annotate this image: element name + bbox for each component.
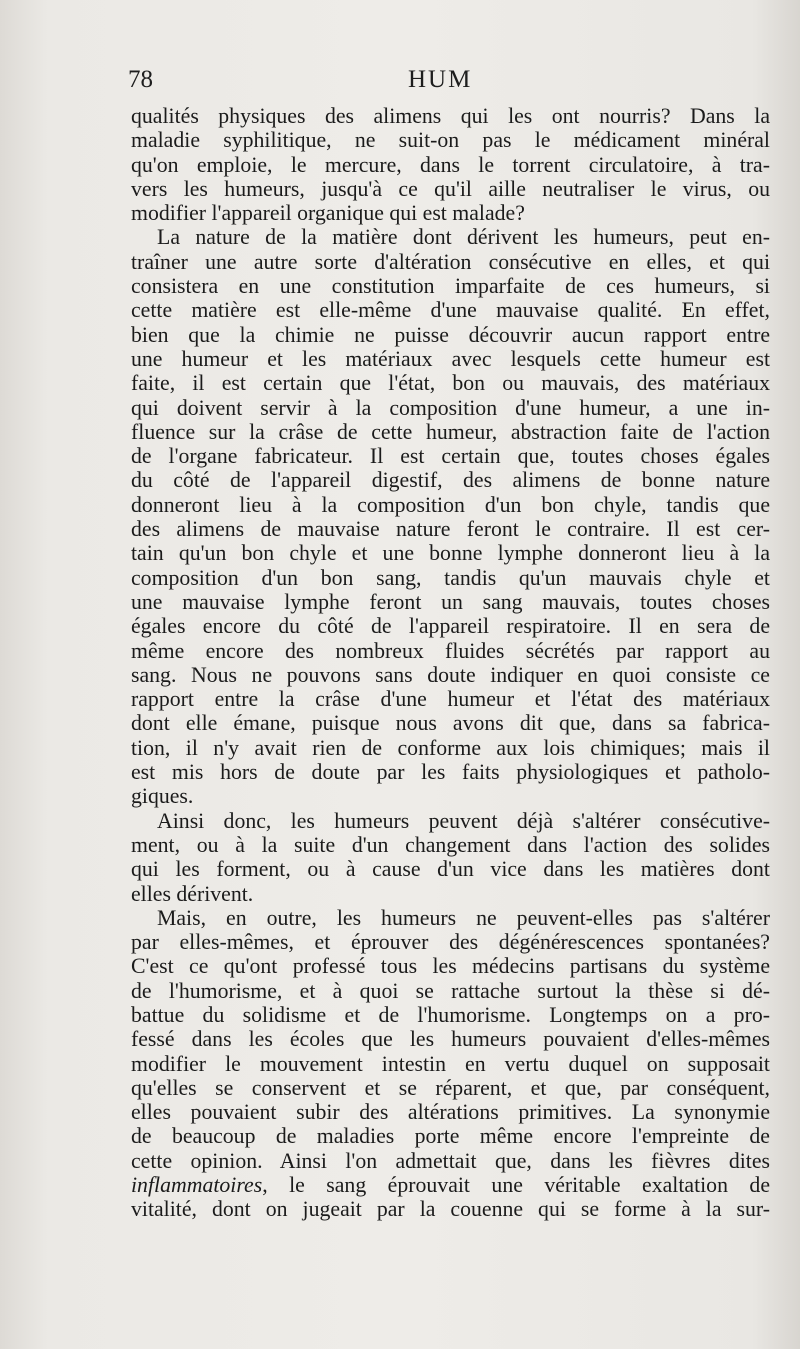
text-fragment: , le sang éprouvait une véritable exaltation de <box>262 1173 770 1198</box>
text-line: du côté de l'appareil digestif, des alimens de bonne nature <box>131 468 770 493</box>
italic-term: inflammatoires <box>131 1173 263 1198</box>
paragraph-start-line: La nature de la matière dont dérivent les humeurs, peut en- <box>157 225 770 250</box>
text-line: donneront lieu à la composition d'un bon chyle, tandis que <box>131 492 770 517</box>
text-line: battue du solidisme et de l'humorisme. Longtemps on a pro- <box>131 1002 770 1027</box>
text-line: fluence sur la crâse de cette humeur, abstraction faite de l'action <box>131 419 770 444</box>
text-line: modifier l'appareil organique qui est malade? <box>131 201 525 226</box>
text-line: bien que la chimie ne puisse découvrir aucun rapport entre <box>131 322 770 347</box>
text-line: maladie syphilitique, ne suit-on pas le médicament minéral <box>131 128 770 153</box>
text-line: par elles-mêmes, et éprouver des dégénérescences spontanées? <box>131 930 770 955</box>
text-line: elles pouvaient subir des altérations primitives. La synonymie <box>131 1100 770 1125</box>
text-line: est mis hors de doute par les faits physiologiques et patholo- <box>131 760 770 785</box>
text-line: modifier le mouvement intestin en vertu duquel on supposait <box>131 1051 770 1076</box>
text-line: de beaucoup de maladies porte même encore l'empreinte de <box>131 1124 770 1149</box>
text-line: consistera en une constitution imparfaite de ces humeurs, si <box>131 274 770 299</box>
text-line: traîner une autre sorte d'altération consécutive en elles, et qui <box>131 249 770 274</box>
page-header <box>128 66 768 100</box>
text-line <box>131 1173 770 1197</box>
text-line: une mauvaise lymphe feront un sang mauvais, toutes choses <box>131 589 770 614</box>
page-number: 78 <box>128 66 153 93</box>
text-line: giques. <box>131 784 194 809</box>
text-line: vers les humeurs, jusqu'à ce qu'il aille neutraliser le virus, ou <box>131 176 770 201</box>
paragraph-start-line: Mais, en outre, les humeurs ne peuvent-elles pas s'altérer <box>157 905 770 930</box>
text-line: de l'organe fabricateur. Il est certain que, toutes choses égales <box>131 444 770 469</box>
text-line: dont elle émane, puisque nous avons dit que, dans sa fabrica- <box>131 711 770 736</box>
text-line: composition d'un bon sang, tandis qu'un mauvais chyle et <box>131 565 770 590</box>
text-line: même encore des nombreux fluides sécrétés par rapport au <box>131 638 770 663</box>
text-line: vitalité, dont on jugeait par la couenne qui se forme à la sur- <box>131 1197 770 1222</box>
paragraph-start-line: Ainsi donc, les humeurs peuvent déjà s'altérer consécutive- <box>157 808 770 833</box>
text-line: tion, il n'y avait rien de conforme aux lois chimiques; mais il <box>131 735 770 760</box>
text-line: qu'on emploie, le mercure, dans le torrent circulatoire, à tra- <box>131 152 770 177</box>
text-line: cette matière est elle-même d'une mauvaise qualité. En effet, <box>131 298 770 323</box>
text-line: tain qu'un bon chyle et une bonne lymphe donneront lieu à la <box>131 541 770 566</box>
text-line: égales encore du côté de l'appareil respiratoire. Il en sera de <box>131 614 770 639</box>
body-text <box>131 104 770 1222</box>
text-line: fessé dans les écoles que les humeurs pouvaient d'elles-mêmes <box>131 1027 770 1052</box>
text-line: qui doivent servir à la composition d'une humeur, a une in- <box>131 395 770 420</box>
text-line: cette opinion. Ainsi l'on admettait que, dans les fièvres dites <box>131 1148 770 1173</box>
text-line: une humeur et les matériaux avec lesquels cette humeur est <box>131 346 770 371</box>
running-head: HUM <box>408 66 473 93</box>
text-line: de l'humorisme, et à quoi se rattache surtout la thèse si dé- <box>131 978 770 1003</box>
text-line: qu'elles se conservent et se réparent, et que, par conséquent, <box>131 1075 770 1100</box>
text-line: C'est ce qu'ont professé tous les médecins partisans du système <box>131 954 770 979</box>
text-line: qui les forment, ou à cause d'un vice dans les matières dont <box>131 857 770 882</box>
text-line: elles dérivent. <box>131 881 254 906</box>
text-line: ment, ou à la suite d'un changement dans l'action des solides <box>131 832 770 857</box>
text-line: faite, il est certain que l'état, bon ou mauvais, des matériaux <box>131 371 770 396</box>
text-line: rapport entre la crâse d'une humeur et l'état des matériaux <box>131 687 770 712</box>
text-line: qualités physiques des alimens qui les ont nourris? Dans la <box>131 104 770 128</box>
text-line: sang. Nous ne pouvons sans doute indiquer en quoi consiste ce <box>131 662 770 687</box>
text-line: des alimens de mauvaise nature feront le contraire. Il est cer- <box>131 517 770 542</box>
